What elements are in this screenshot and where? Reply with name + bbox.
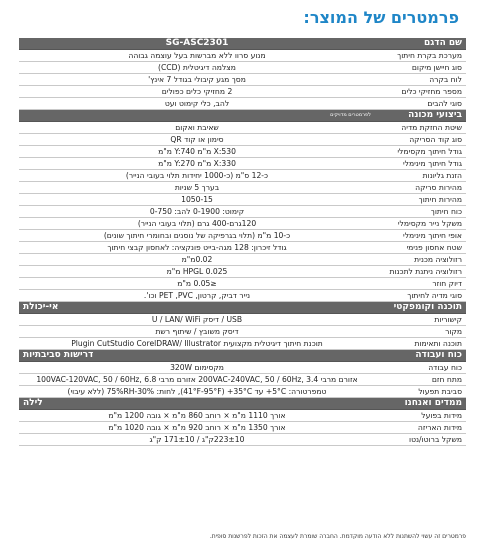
spec-row xyxy=(19,50,466,62)
spec-value: 120גרם-400 גרם (תלוי בעובי הנייר) xyxy=(19,218,375,230)
spec-row xyxy=(19,314,466,326)
spec-value: X:530 מ"מ Y:740 מ"מ xyxy=(19,146,375,158)
spec-label: רזולוציה מכנית xyxy=(375,254,466,266)
spec-label: מידות בפועל xyxy=(375,410,466,422)
spec-label: מערכת בקרת חיתוך xyxy=(375,50,466,62)
spec-row xyxy=(19,194,466,206)
spec-value: גודל זיכרון: 128 מגה-בייט פונקציה: לאחסון קבצי חיתוך xyxy=(19,242,375,254)
spec-row xyxy=(19,434,466,446)
section-right-title: אי-יכולת xyxy=(19,302,375,314)
spec-label: סביבת תפעול xyxy=(375,386,466,398)
section-title: ביצועי מכונה xyxy=(375,110,466,122)
spec-row xyxy=(19,74,466,86)
spec-row xyxy=(19,254,466,266)
section-right-title: לילה xyxy=(19,398,375,410)
spec-label: מתח חזם xyxy=(375,374,466,386)
spec-row xyxy=(19,422,466,434)
section-dimensions xyxy=(19,398,466,410)
spec-value: USB / דיסק U / LAN/ WiFi xyxy=(19,314,375,326)
name-label: שם הדגם xyxy=(375,38,466,50)
spec-value: 1050-15 xyxy=(19,194,375,206)
spec-row xyxy=(19,98,466,110)
spec-value: HPGL 0.025 מ"מ xyxy=(19,266,375,278)
spec-label: אופי חיתוך מינימלי xyxy=(375,230,466,242)
spec-label: משקל ברוטו/נטו xyxy=(375,434,466,446)
spec-row xyxy=(19,170,466,182)
spec-row xyxy=(19,86,466,98)
spec-label: קישוריות xyxy=(375,314,466,326)
spec-label: גודל חיתוך מקסימלי xyxy=(375,146,466,158)
spec-row xyxy=(19,182,466,194)
spec-label: סוגי להבים xyxy=(375,98,466,110)
spec-row xyxy=(19,158,466,170)
spec-value: 223±10ק"ג / 171±10 ק"ג xyxy=(19,434,375,446)
spec-row xyxy=(19,410,466,422)
spec-label: דיוק חוזר xyxy=(375,278,466,290)
spec-value: ≤0.05 מ"מ xyxy=(19,278,375,290)
spec-row xyxy=(19,242,466,254)
spec-value: להב, כלי קימוט ועט xyxy=(19,98,375,110)
spec-value: בערך 5 שניות xyxy=(19,182,375,194)
spec-value: קימוט: 0-1900 להב: 0-750 xyxy=(19,206,375,218)
spec-value: מנוע סרוו ללא מברשות בעל עוצמה גבוהה xyxy=(19,50,375,62)
spec-label: מהירות חיתוך xyxy=(375,194,466,206)
spec-label: רזולוציה ניתנת לתכנות xyxy=(375,266,466,278)
spec-row xyxy=(19,278,466,290)
spec-value: 0.02מ"מ xyxy=(19,254,375,266)
spec-value: 2 מחזיקי כלים כפולים xyxy=(19,86,375,98)
spec-value: כ-12 ס"מ (כ-1000 יחידות תלוי בעובי הנייר) xyxy=(19,170,375,182)
section-title: תוכנה וקומפקטי xyxy=(375,302,466,314)
spec-label: כוח חיתוך xyxy=(375,206,466,218)
spec-row xyxy=(19,134,466,146)
footnote: פרמטרים זה עשוי להשתנות ללא הודעה מוקדמת. החברה שומרת לעצמה את הזכות לפרשנות סופית. xyxy=(209,533,466,540)
spec-value: טמפרטורה: ‎+5°C עד ‎+35°C ‏(41°F-95°F), לחות: 30%-75%RH (ללא עיבוי) xyxy=(19,386,375,398)
spec-label: מקור xyxy=(375,326,466,338)
page-title: פרמטרים של המוצר: xyxy=(303,8,459,27)
spec-label: משקל נייר מקסימלי xyxy=(375,218,466,230)
spec-label: כוח עבודה xyxy=(375,362,466,374)
spec-row xyxy=(19,338,466,350)
spec-row xyxy=(19,230,466,242)
spec-row xyxy=(19,374,466,386)
section-right-title: דרישות סביבתיות xyxy=(19,350,375,362)
section-software xyxy=(19,302,466,314)
spec-row xyxy=(19,146,466,158)
spec-label: מספר מחזיקי כלים xyxy=(375,86,466,98)
spec-value: אורך 1350 מ"מ × רוחב 920 מ"מ × גובה 1020 מ"מ xyxy=(19,422,375,434)
spec-value: כ-10 מ"מ (תלוי בגרפיקה של נוסנים ובחומרי חיתוך שונים) xyxy=(19,230,375,242)
spec-label: תוכנה ותאימות xyxy=(375,338,466,350)
header-row xyxy=(19,38,466,50)
spec-table xyxy=(19,38,466,446)
spec-value: תוכנת חיתוך דיגיטלית מקצועית Plugin CutStudio CorelDRAW/ Illustrator xyxy=(19,338,375,350)
spec-value: X:330 מ"מ Y:270 מ"מ xyxy=(19,158,375,170)
spec-label: הזנת גליונות xyxy=(375,170,466,182)
model-name: SG-ASC2301 xyxy=(19,38,375,50)
spec-row xyxy=(19,326,466,338)
spec-row xyxy=(19,206,466,218)
spec-row xyxy=(19,62,466,74)
spec-label: לוח בקרה xyxy=(375,74,466,86)
spec-value: אזורם מרבי 3.4 ,200VAC-240VAC, 50 / 60Hz אזורם מרבי 6.8 ,100VAC-120VAC, 50 / 60Hz xyxy=(19,374,375,386)
spec-label: שיטת החזקת מדיה xyxy=(375,122,466,134)
spec-value: מסך מגע קיבולי בגודל 7 אינץ' xyxy=(19,74,375,86)
spec-row xyxy=(19,290,466,302)
spec-row xyxy=(19,266,466,278)
spec-row xyxy=(19,122,466,134)
spec-row xyxy=(19,218,466,230)
spec-row xyxy=(19,362,466,374)
spec-value: דיסק משובץ / שיתוף רשת xyxy=(19,326,375,338)
spec-label: סוג חיישן מיקום xyxy=(375,62,466,74)
spec-row xyxy=(19,386,466,398)
spec-value: מצלמה דיגיטלית (CCD) xyxy=(19,62,375,74)
spec-label: סוגי מדיה לחיתוך xyxy=(375,290,466,302)
spec-label: גודל חיתוך מינימלי xyxy=(375,158,466,170)
section-title: כוח ועבודה xyxy=(375,350,466,362)
section-performance xyxy=(19,110,466,122)
spec-label: שטח אחסון פנימי xyxy=(375,242,466,254)
spec-value: שאיבת ואקום xyxy=(19,122,375,134)
spec-value: אורך 1110 מ"מ × רוחב 860 מ"מ × גובה 1200 מ"מ xyxy=(19,410,375,422)
spec-value: סימון או קוד QR xyxy=(19,134,375,146)
section-subtitle: לפרמטרים מדויקים xyxy=(19,110,375,122)
spec-value: נייר דביק, קרטון, PET ,PVC וכו'. xyxy=(19,290,375,302)
section-power xyxy=(19,350,466,362)
spec-label: מידות האריזה xyxy=(375,422,466,434)
spec-value: מקסימום 320W xyxy=(19,362,375,374)
spec-label: מהירות סריקה xyxy=(375,182,466,194)
spec-label: סוג קוד הסריקה xyxy=(375,134,466,146)
section-title: ממדים ואנחנו xyxy=(375,398,466,410)
